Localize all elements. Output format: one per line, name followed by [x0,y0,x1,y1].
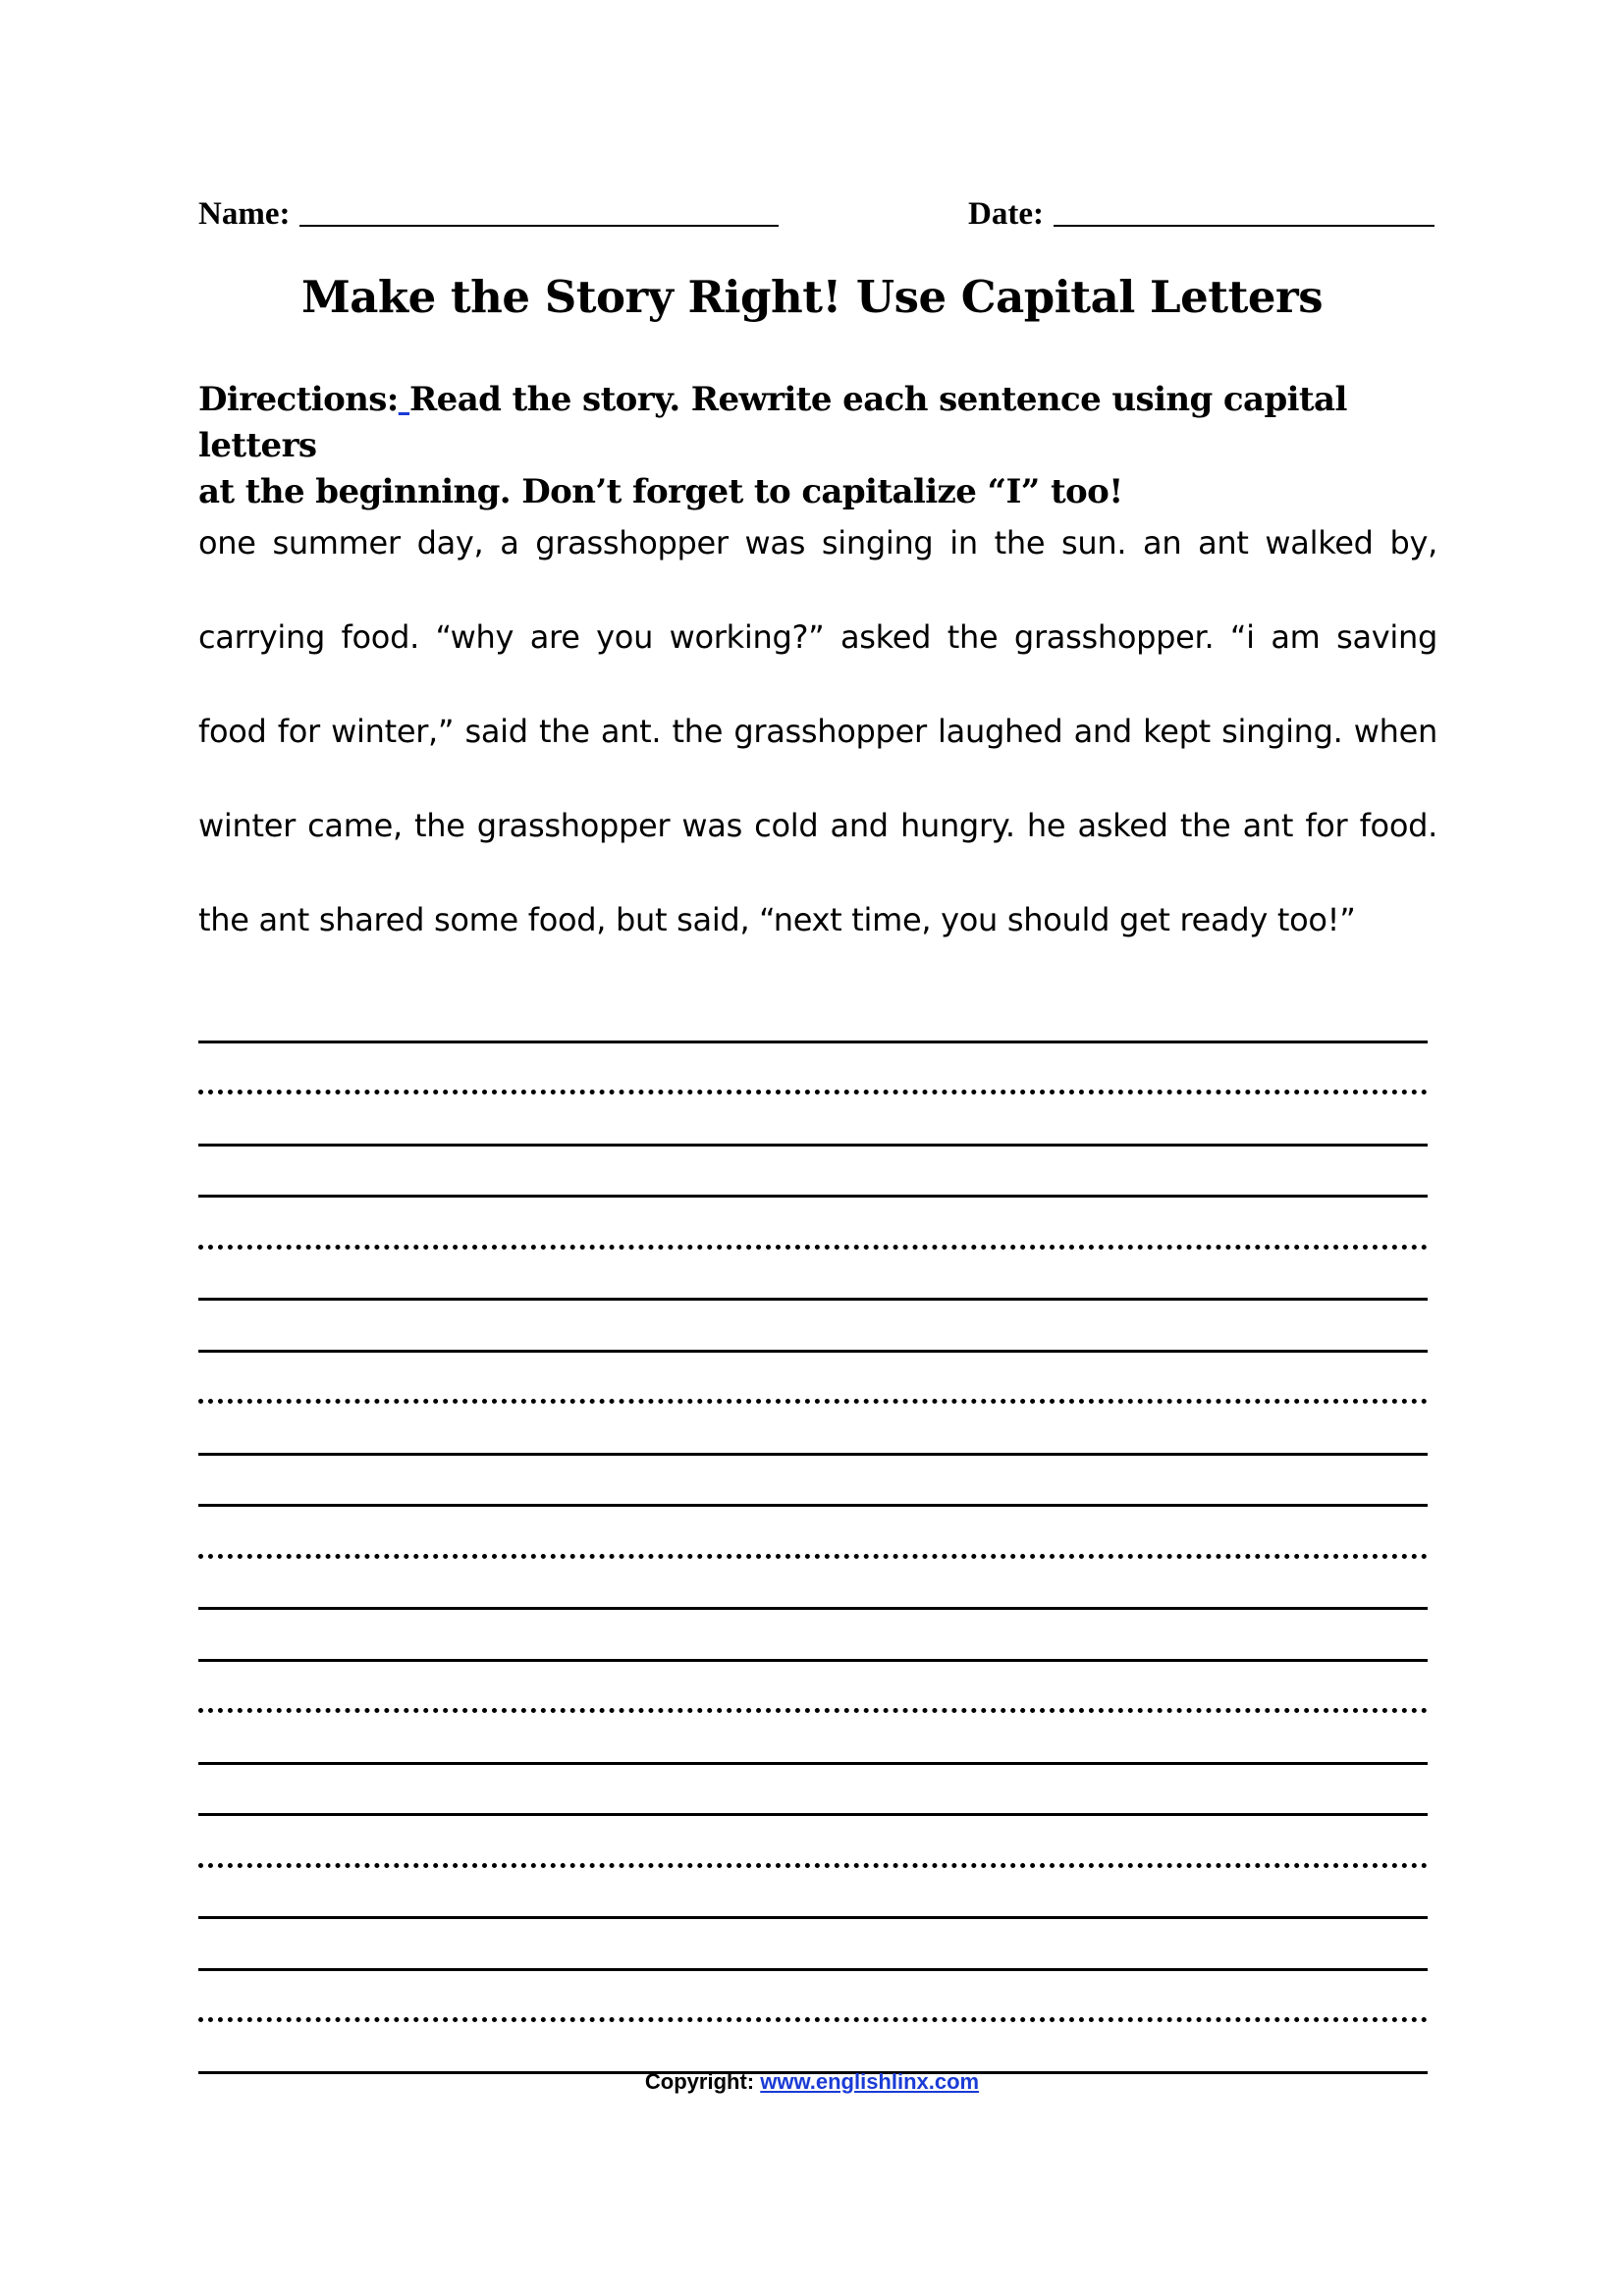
date-field[interactable] [968,196,1435,233]
header-fields [198,196,1435,245]
story-line: carrying food. “why are you working?” asked the grasshopper. “i am saving [198,618,1437,656]
story-line: food for winter,” said the ant. the grasshopper laughed and kept singing. when [198,713,1437,750]
writing-line[interactable] [198,1154,1428,1206]
directions-line-2: at the beginning. Don’t forget to capitalize “I” too! [198,472,1123,511]
name-label: Name: [198,196,291,232]
englishlinx-link[interactable]: www.englishlinx.com [760,2069,980,2094]
page-title: Make the Story Right! Use Capital Letters [300,271,1324,323]
directions-label: Directions: [198,380,399,419]
writing-line[interactable] [198,1412,1428,1464]
dotted-guide-line[interactable] [198,1670,1428,1722]
story-passage [198,496,1437,967]
dotted-guide-line[interactable] [198,1051,1428,1103]
dotted-guide-line[interactable] [198,1205,1428,1257]
writing-line[interactable] [198,1257,1428,1309]
writing-lines-area[interactable] [198,999,1428,2082]
writing-line[interactable] [198,1567,1428,1619]
date-label: Date: [968,196,1044,232]
writing-line[interactable] [198,1308,1428,1361]
directions-text-1: Read the story. Rewrite each sentence using capital letters [198,380,1347,465]
story-line: one summer day, a grasshopper was singing in the sun. an ant walked by, [198,524,1437,561]
directions-block [198,377,1445,515]
writing-line[interactable] [198,1876,1428,1928]
name-blank-line[interactable] [299,225,779,227]
directions-separator [399,380,409,419]
writing-line[interactable] [198,1102,1428,1154]
writing-line[interactable] [198,1927,1428,1979]
dotted-guide-line[interactable] [198,1979,1428,2031]
writing-line[interactable] [198,1464,1428,1516]
copyright-label: Copyright: [644,2069,755,2094]
writing-line[interactable] [198,1721,1428,1773]
dotted-guide-line[interactable] [198,1515,1428,1567]
copyright-footer [0,2069,1624,2095]
dotted-guide-line[interactable] [198,1824,1428,1876]
writing-line[interactable] [198,1773,1428,1825]
date-blank-line[interactable] [1054,225,1435,227]
writing-line[interactable] [198,999,1428,1051]
story-line: winter came, the grasshopper was cold and hungry. he asked the ant for food. [198,807,1437,844]
name-field[interactable] [198,196,779,233]
story-line: the ant shared some food, but said, “next time, you should get ready too!” [198,901,1356,938]
dotted-guide-line[interactable] [198,1361,1428,1413]
directions-line-1 [198,377,1445,469]
writing-line[interactable] [198,1618,1428,1670]
